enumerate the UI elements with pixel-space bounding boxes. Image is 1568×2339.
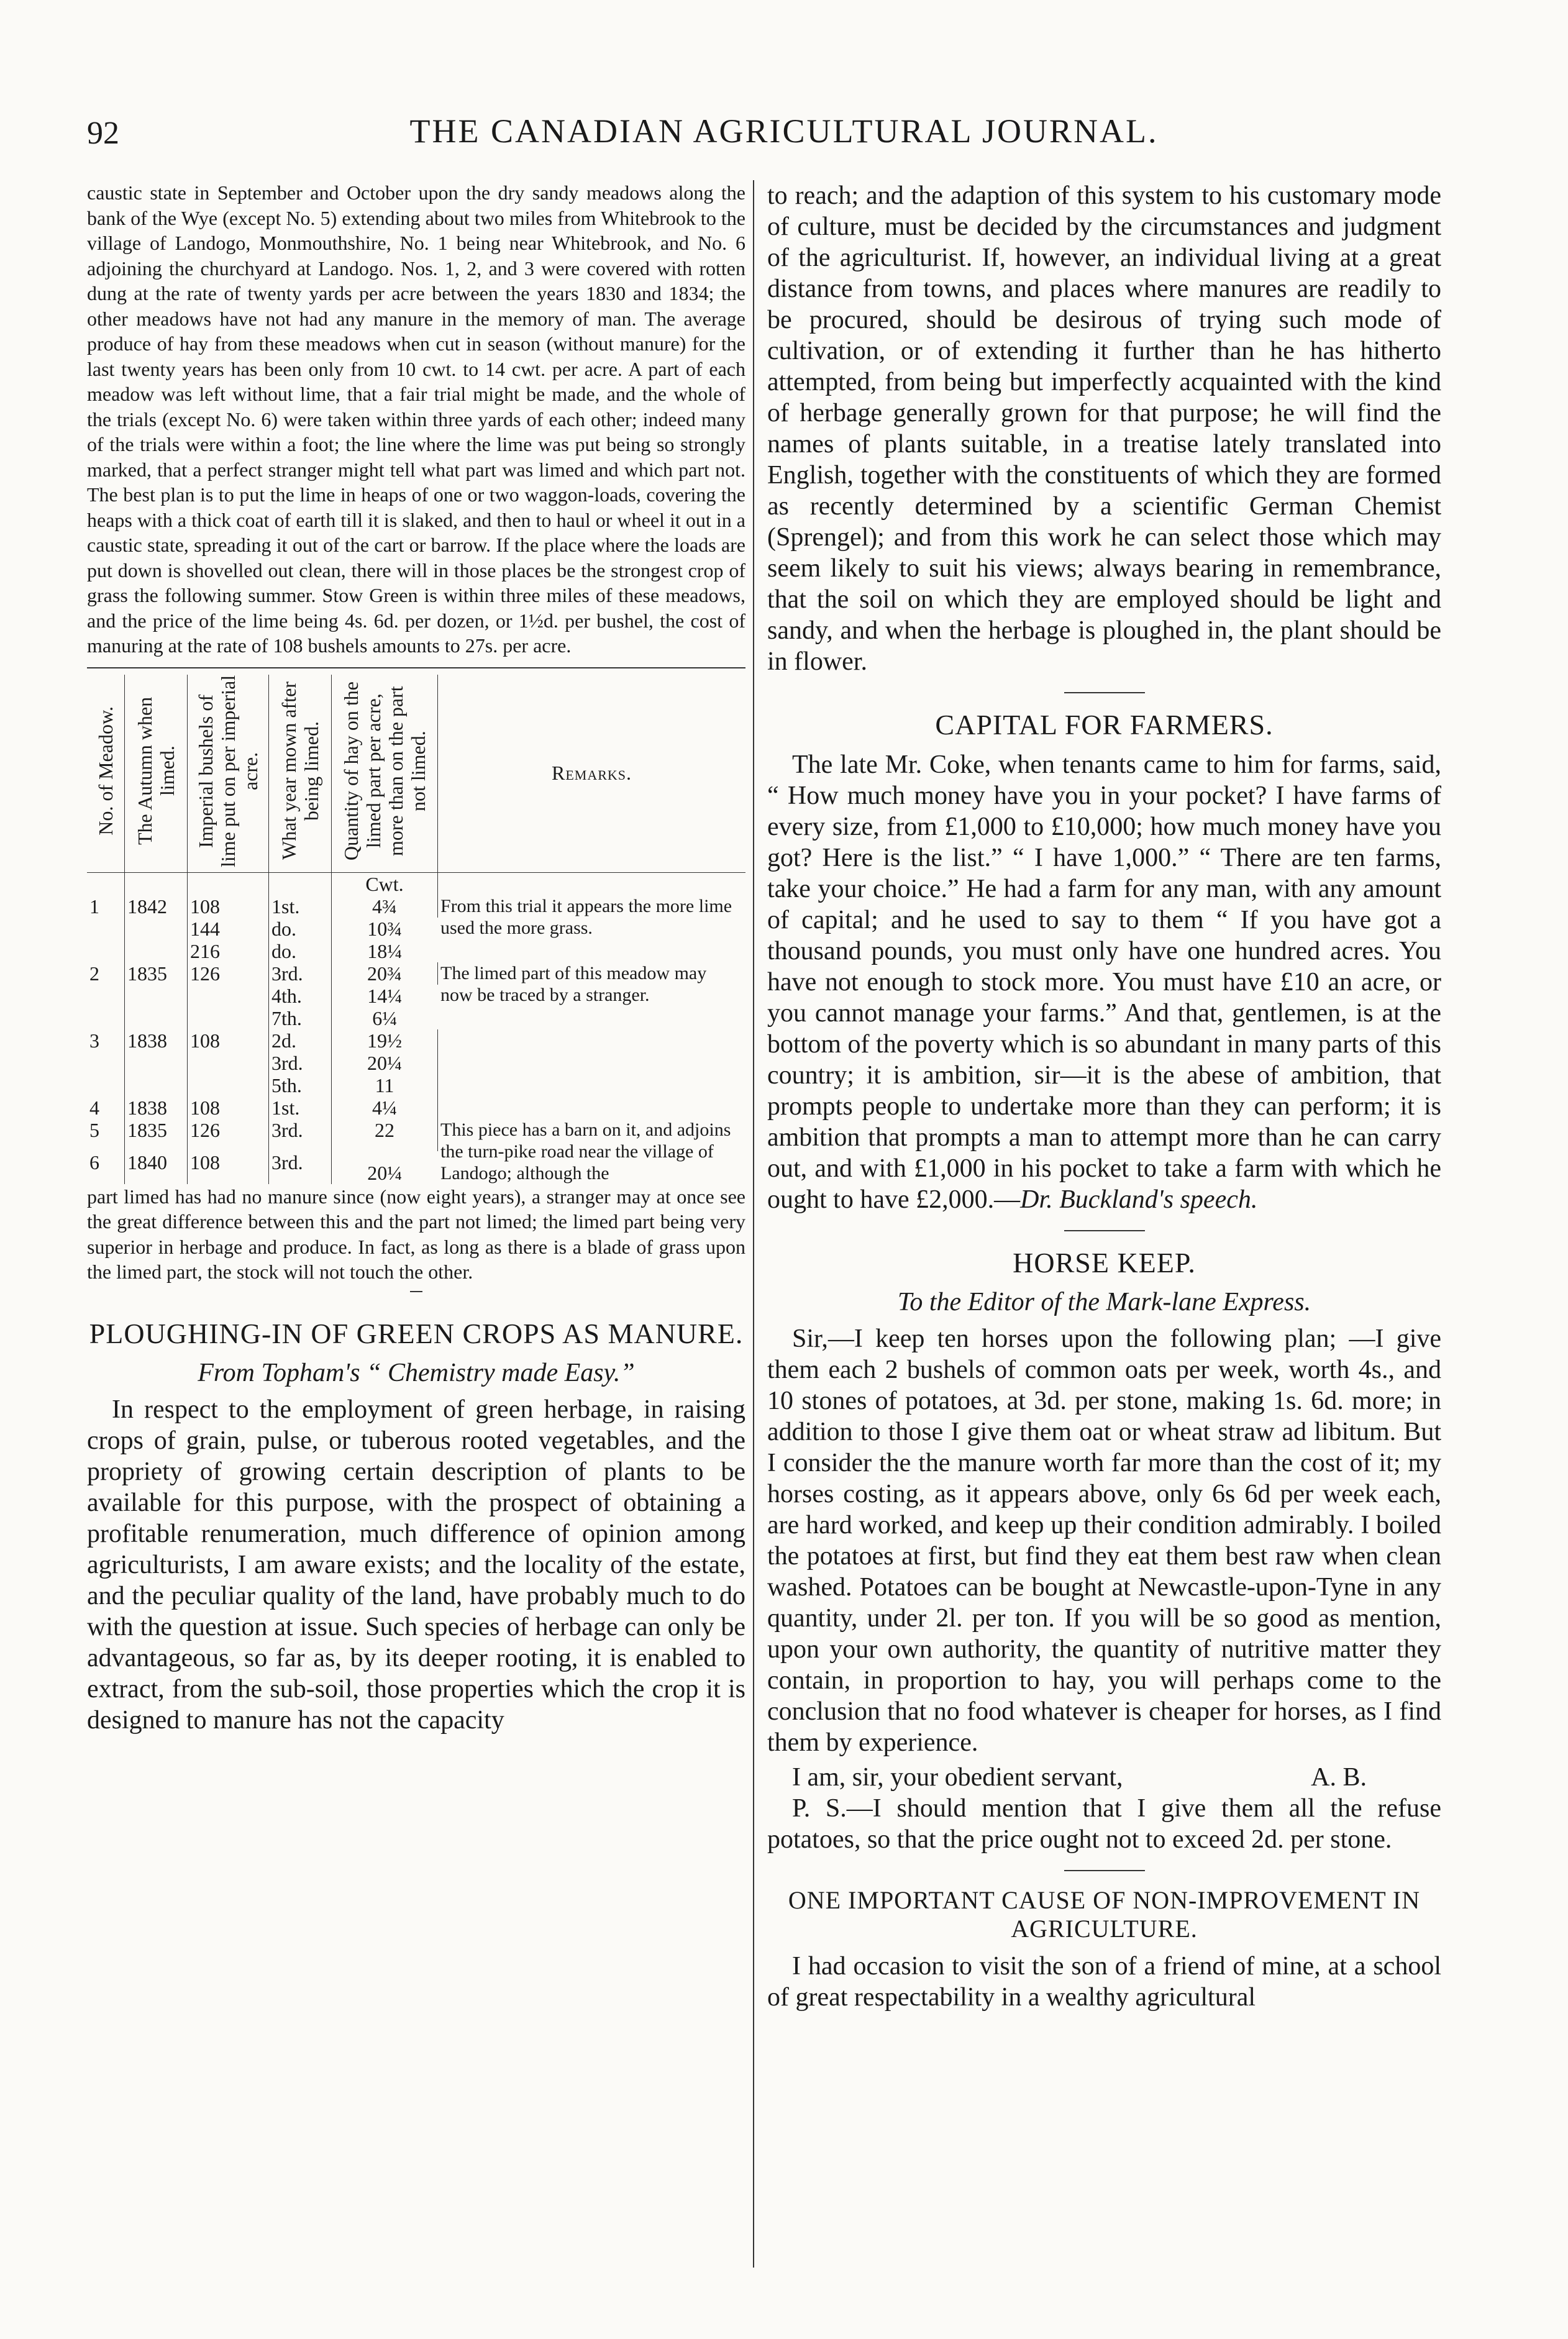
section-rule xyxy=(1064,1230,1145,1231)
ploughing-section-title: PLOUGHING-IN OF GREEN CROPS AS MANURE. xyxy=(89,1317,744,1349)
journal-title: THE CANADIAN AGRICULTURAL JOURNAL. xyxy=(409,112,1159,150)
capital-citation: Dr. Buckland's speech. xyxy=(1020,1185,1258,1214)
table-row: 3 1838 108 2d. 19½ xyxy=(87,1029,745,1052)
header-hay-quantity: Quantity of hay on the limed part per acre, more than on the part not limed. xyxy=(340,681,429,860)
table-row: 5 1835 126 3rd. 22 This piece has a barn on it, and adjoins the turn-pike road near the village of Landogo; although the xyxy=(87,1119,745,1152)
non-improvement-title: ONE IMPORTANT CAUSE OF NON-IMPROVEMENT IN AGRICULTURE. xyxy=(788,1886,1421,1943)
ploughing-body: In respect to the employment of green herbage, in raising crops of grain, pulse, or tuberous rooted vegetables, and the propriety of growing certain description of plants to be available for this purpose, with the prospect of obtaining a profitable renumeration, much difference of opinion among agriculturists, I am aware exists; and the locality of the estate, and the peculiar quality of the land, have probably much to do with the question at issue. Such species of herbage can only be advantageous, so far as, by its deeper rooting, it is enabled to extract, from the sub-soil, those properties which the crop it is designed to manure has not the capacity xyxy=(87,1395,745,1735)
section-rule xyxy=(1064,692,1145,693)
intro-paragraph: caustic state in September and October upon the dry sandy meadows along the bank of the Wye (except No. 5) extending about two miles from Whitebrook to the village of Landogo, Monmouthshire, No. 1 being near Whitebrook, and No. 6 adjoining the churchyard at Landogo. Nos. 1, 2, and 3 were covered with rotten dung at the rate of twenty yards per acre between the years 1830 and 1834; the other meadows have not had any manure in the memory of man. The average produce of hay from these meadows when cut in season (without manure) for the last twenty years has been only from 10 cwt. to 14 cwt. per acre. A part of each meadow was left without lime, that a fair trial might be made, and the whole of the trials (except No. 6) were taken within three yards of each other; indeed many of the trials were within a foot; the line where the lime was put being so strongly marked, that a perfect stranger might tell what part was limed and which part not. The best plan is to put the lime in heaps of one or two waggon-loads, covering the heaps with a thick coat of earth till it is slaked, and then to haul or wheel it out in a caustic state, spreading it out of the cart or barrow. If the place where the loads are put down is shovelled out clean, there will in those places be the strongest crop of grass the following summer. Stow Green is within three miles of these meadows, and the price of the lime being 4s. 6d. per dozen, or 1½d. per bushel, the cost of manuring at the rate of 108 bushels amounts to 27s. per acre. xyxy=(87,181,745,657)
horse-keep-subtitle: To the Editor of the Mark-lane Express. xyxy=(897,1288,1311,1316)
page-number: 92 xyxy=(87,116,119,151)
table-row: 144 do. 10¾ xyxy=(87,918,745,940)
table-top-rule xyxy=(87,667,745,668)
remark-meadow-1: From this trial it appears the more lime used the more grass. xyxy=(440,895,732,938)
table-row: 1 1842 108 1st. 4¾ From this trial it appears the more lime used the more grass. xyxy=(87,895,745,918)
capital-title: CAPITAL FOR FARMERS. xyxy=(935,709,1274,741)
table-header-row xyxy=(87,675,745,873)
header-bushels: Imperial bushels of lime put on per imperial acre. xyxy=(194,674,262,867)
closing: I am, sir, your obedient servant, xyxy=(792,1763,1123,1792)
small-mark xyxy=(410,1291,422,1292)
table-footer-text: part limed has had no manure since (now eight years), a stranger may at once see the great difference between this and the part not limed; the limed part being very superior in herbage and produce. In fact, as long as there is a blade of grass upon the limed part, the stock will not touch the other. xyxy=(87,1185,745,1283)
right-column xyxy=(767,180,1441,2017)
lime-trial-table xyxy=(87,675,745,1184)
continued-paragraph: to reach; and the adaption of this system to his customary mode of culture, must be decided by the circumstances and judgment of the agriculturist. If, however, an individual living at a great distance from towns, and places where manures are readily to be procured, should be desirous of trying such mode of cultivation, or of extending it further than he has hitherto attempted, from being but imperfectly acquainted with the kind of herbage generally grown for that purpose; he will find the names of plants suitable, in a treatise lately translated into English, together with the constituents of which they are formed as recently determined by a scientific German Chemist (Sprengel); and from this work he can select those which may seem likely to suit his views; always bearing in remembrance, that the soil on which they are employed should be light and sandy, and when the herbage is ploughed in, the plant should be in flower. xyxy=(767,181,1441,676)
remark-meadow-5: This piece has a barn on it, and adjoins the turn-pike road near the village of Landogo; although the xyxy=(440,1119,731,1183)
ploughing-section-source: From Topham's “ Chemistry made Easy.” xyxy=(198,1358,635,1387)
non-improvement-body: I had occasion to visit the son of a friend of mine, at a school of great respectability in a wealthy agricultural xyxy=(767,1952,1441,2012)
table-row: 3rd. 20¼ xyxy=(87,1052,745,1074)
column-divider xyxy=(753,180,754,2268)
table-row: 216 do. 18¼ xyxy=(87,940,745,962)
table-row: 7th. 6¼ xyxy=(87,1007,745,1029)
remark-meadow-2: The limed part of this meadow may now be traced by a stranger. xyxy=(440,962,707,1005)
table-row: 2 1835 126 3rd. 20¾ The limed part of this meadow may now be traced by a stranger. xyxy=(87,962,745,985)
capital-body: The late Mr. Coke, when tenants came to him for farms, said, “ How much money have you in your pocket? I have farms of every size, from £1,000 to £10,000; how much money have you got? Here is the list.” “ I have 1,000.” “ There are ten farms, take your choice.” He had a farm for any man, with any amount of capital; and he used to say to them “ If you have got a thousand pounds, you must only have one hundred acres. You have not enough to stock more. You must have £10 an acre, or you cannot manage your farms.” And that, gentlemen, is at the bottom of the poverty which is so abundant in many parts of this country; it is ambition, sir—it is the abese of ambition, that prompts people to undertake more than they can perform; it is ambition that prompts a man to attempt more than he can carry out, and with £1,000 in his pocket to take a farm with which he ought to have £2,000.—Dr. Buckland's speech. xyxy=(767,750,1441,1214)
signature: A. B. xyxy=(1311,1763,1367,1792)
table-row: 5th. 11 xyxy=(87,1074,745,1097)
section-rule xyxy=(1064,1870,1145,1871)
postscript: P. S.—I should mention that I give them all the refuse potatoes, so that the price ought not to exceed 2d. per stone. xyxy=(767,1794,1441,1854)
signature-line xyxy=(767,1762,1441,1793)
header-year-mown: What year mown after being limed. xyxy=(278,682,322,860)
left-column xyxy=(87,180,745,1739)
horse-keep-title: HORSE KEEP. xyxy=(1013,1247,1196,1279)
header-remarks: Remarks. xyxy=(551,762,632,784)
header-autumn: The Autumn when limed. xyxy=(134,696,178,845)
table-row: 4 1838 108 1st. 4¼ xyxy=(87,1097,745,1119)
horse-keep-body: Sir,—I keep ten horses upon the following plan; —I give them each 2 bushels of common oats per week, worth 4s., and 10 stones of potatoes, at 3d. per stone, making 1s. 6d. more; in addition to those I give them oat or wheat straw ad libitum. But I consider the the manure worth far more than the cost of it; my horses costing, as it appears above, only 6s 6d per week each, are hard worked, and keep up their condition admirably. I boiled the potatoes at first, but find they eat them best raw when clean washed. Potatoes can be bought at Newcastle-upon-Tyne in any quantity, under 2l. per ton. If you will be so good as mention, upon your own authority, the quantity of nutritive matter they contain, in proportion to hay, you will perhaps come to the conclusion that no food whatever is cheaper for horses, as I find them by experience. xyxy=(767,1325,1441,1757)
header-meadow-no: No. of Meadow. xyxy=(94,706,117,836)
table-row: 6 1840 108 3rd. 20¼ xyxy=(87,1151,745,1184)
unit-label: Cwt. xyxy=(332,872,438,895)
table-row: 4th. 14¼ xyxy=(87,985,745,1007)
